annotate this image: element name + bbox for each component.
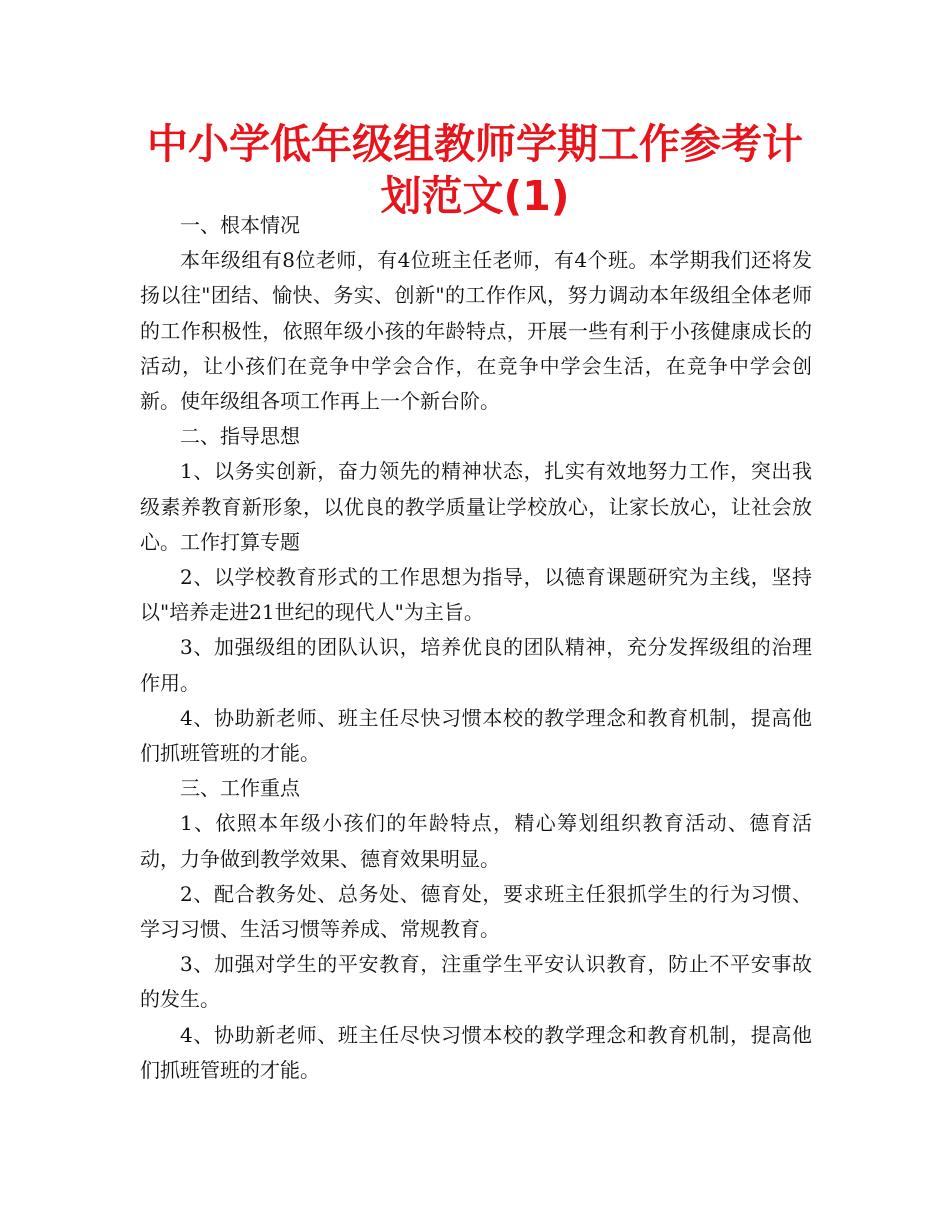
section-heading-guiding-ideology: 二、指导思想 <box>180 424 300 449</box>
paragraph-guiding-ideology-2: 2、以学校教育形式的工作思想为指导，以德育课题研究为主线，坚持以"培养走进21世纪的现代人"为主旨。 <box>140 565 812 625</box>
paragraph-guiding-ideology-1: 1、以务实创新，奋力领先的精神状态，扎实有效地努力工作，突出我级素养教育新形象，以优良的教学质量让学校放心，让家长放心，让社会放心。工作打算专题 <box>140 459 812 554</box>
paragraph-work-focus-1: 1、依照本年级小孩们的年龄特点，精心筹划组织教育活动、德育活动，力争做到教学效果、德育效果明显。 <box>140 811 812 871</box>
document-body <box>140 208 812 1088</box>
paragraph-work-focus-2: 2、配合教务处、总务处、德育处，要求班主任狠抓学生的行为习惯、学习习惯、生活习惯等养成、常规教育。 <box>140 881 812 942</box>
paragraph-work-focus-3: 3、加强对学生的平安教育，注重学生平安认识教育，防止不平安事故的发生。 <box>140 952 812 1012</box>
paragraph-guiding-ideology-4: 4、协助新老师、班主任尽快习惯本校的教学理念和教育机制，提高他们抓班管班的才能。 <box>140 705 812 766</box>
paragraph-guiding-ideology-3: 3、加强级组的团队认识，培养优良的团队精神，充分发挥级组的治理作用。 <box>140 635 812 695</box>
document-title: 中小学低年级组教师学期工作参考计划范文(1) <box>147 120 803 220</box>
section-heading-basic-situation: 一、根本情况 <box>180 213 300 237</box>
section-heading-work-focus: 三、工作重点 <box>180 776 300 801</box>
paragraph-work-focus-4: 4、协助新老师、班主任尽快习惯本校的教学理念和教育机制，提高他们抓班管班的才能。 <box>140 1022 812 1082</box>
paragraph-basic-situation: 本年级组有8位老师，有4位班主任老师，有4个班。本学期我们还将发扬以往"团结、愉快、务实、创新"的工作作风，努力调动本年级组全体老师的工作积极性，依照年级小孩的年龄特点，开展一些有利于小孩健康成长的活动，让小孩们在竞争中学会合作，在竞争中学会生活，在竞争中学会创新。使年级组各项工作再上一个新台阶。 <box>140 248 812 414</box>
